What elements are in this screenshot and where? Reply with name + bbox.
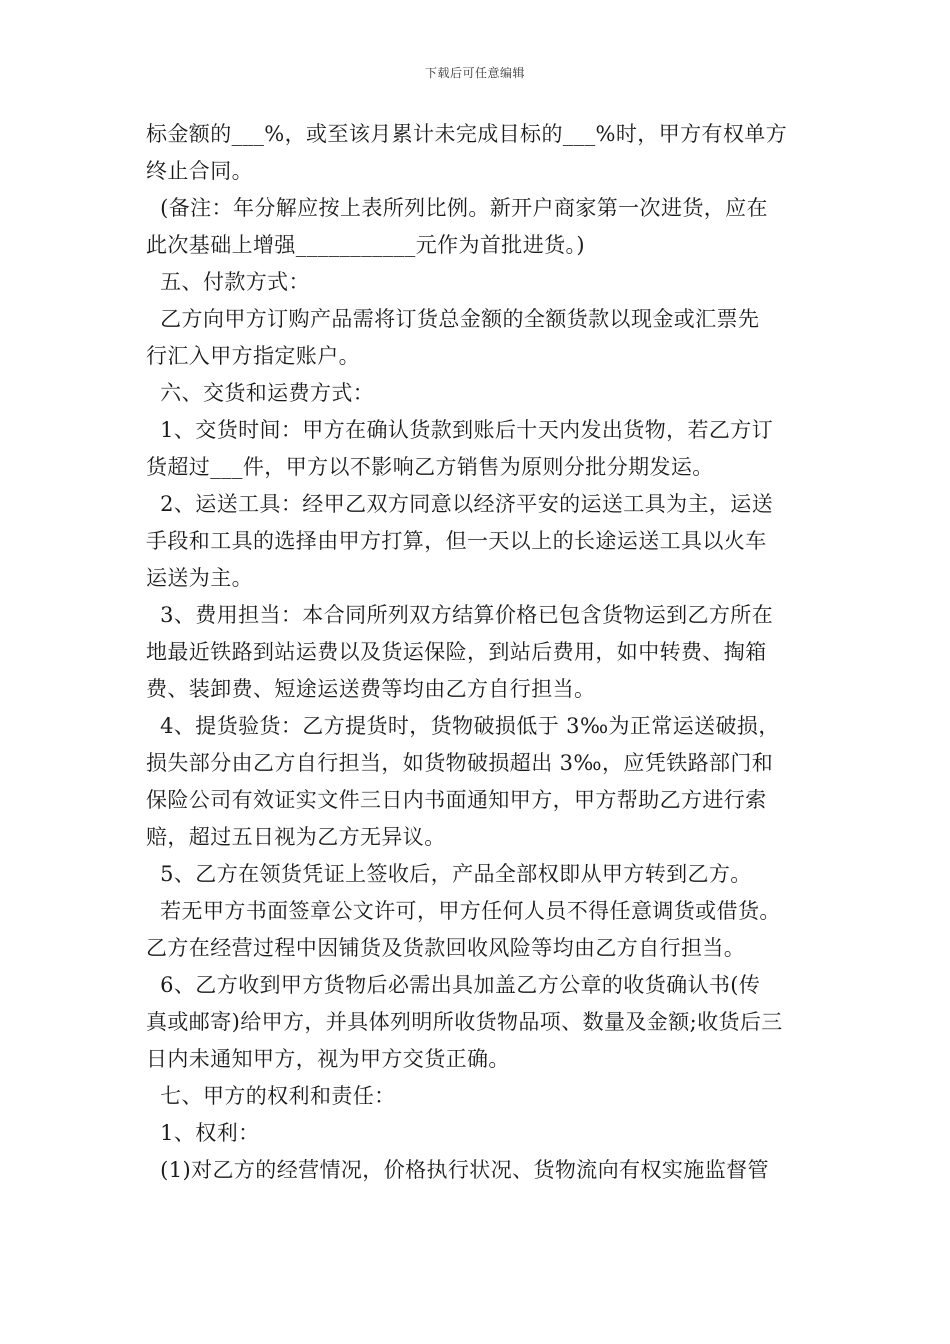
paragraph-line: 1、交货时间：甲方在确认货款到账后十天内发出货物，若乙方订 [146,418,774,442]
document-body [146,116,808,1189]
paragraph-line: 4、提货验货：乙方提货时，货物破损低于 3‰为正常运送破损， [146,714,780,738]
paragraph-line: 货超过___件，甲方以不影响乙方销售为原则分批分期发运。 [146,455,714,479]
paragraph-line: 3、费用担当：本合同所列双方结算价格已包含货物运到乙方所在 [146,603,774,627]
paragraph-line: 七、甲方的权利和责任： [146,1084,396,1108]
paragraph-line: 运送为主。 [146,566,253,590]
paragraph-line: 地最近铁路到站运费以及货运保险，到站后费用，如中转费、掏箱 [146,640,767,664]
paragraph-line: 乙方向甲方订购产品需将订货总金额的全额货款以现金或汇票先 [146,307,760,331]
page-header: 下载后可任意编辑 [424,66,525,80]
paragraph-line: 行汇入甲方指定账户。 [146,344,360,368]
paragraph-line: 2、运送工具：经甲乙双方同意以经济平安的运送工具为主，运送 [146,492,774,516]
paragraph-line: 1、权利： [146,1121,260,1145]
paragraph-line: 六、交货和运费方式： [146,381,375,405]
paragraph-line: 五、付款方式： [146,270,310,294]
paragraph-line: 6、乙方收到甲方货物后必需出具加盖乙方公章的收货确认书(传 [146,973,761,997]
paragraph-line: 若无甲方书面签章公文许可，甲方任何人员不得任意调货或借货。 [146,899,781,923]
paragraph-line: 乙方在经营过程中因铺货及货款回收风险等均由乙方自行担当。 [146,936,746,960]
paragraph-line: 损失部分由乙方自行担当，如货物破损超出 3‰，应凭铁路部门和 [146,751,774,775]
paragraph-line: 保险公司有效证实文件三日内书面通知甲方，甲方帮助乙方进行索 [146,788,767,812]
paragraph-line: 标金额的___%，或至该月累计未完成目标的___%时，甲方有权单方 [146,122,788,146]
paragraph-line: 日内未通知甲方，视为甲方交货正确。 [146,1047,510,1071]
paragraph-line: (备注：年分解应按上表所列比例。新开户商家第一次进货，应在 [146,196,768,220]
paragraph-line: 费、装卸费、短途运送费等均由乙方自行担当。 [146,677,596,701]
paragraph-line: 真或邮寄)给甲方，并具体列明所收货物品项、数量及金额;收货后三 [146,1010,783,1034]
paragraph-line: 5、乙方在领货凭证上签收后，产品全部权即从甲方转到乙方。 [146,862,752,886]
paragraph-line: 终止合同。 [146,159,253,183]
paragraph-line: 手段和工具的选择由甲方打算，但一天以上的长途运送工具以火车 [146,529,767,553]
paragraph-line: 赔，超过五日视为乙方无异议。 [146,825,446,849]
paragraph-line: 此次基础上增强___________元作为首批进货。) [146,233,585,257]
paragraph-line: (1)对乙方的经营情况，价格执行状况、货物流向有权实施监督管 [146,1158,769,1182]
